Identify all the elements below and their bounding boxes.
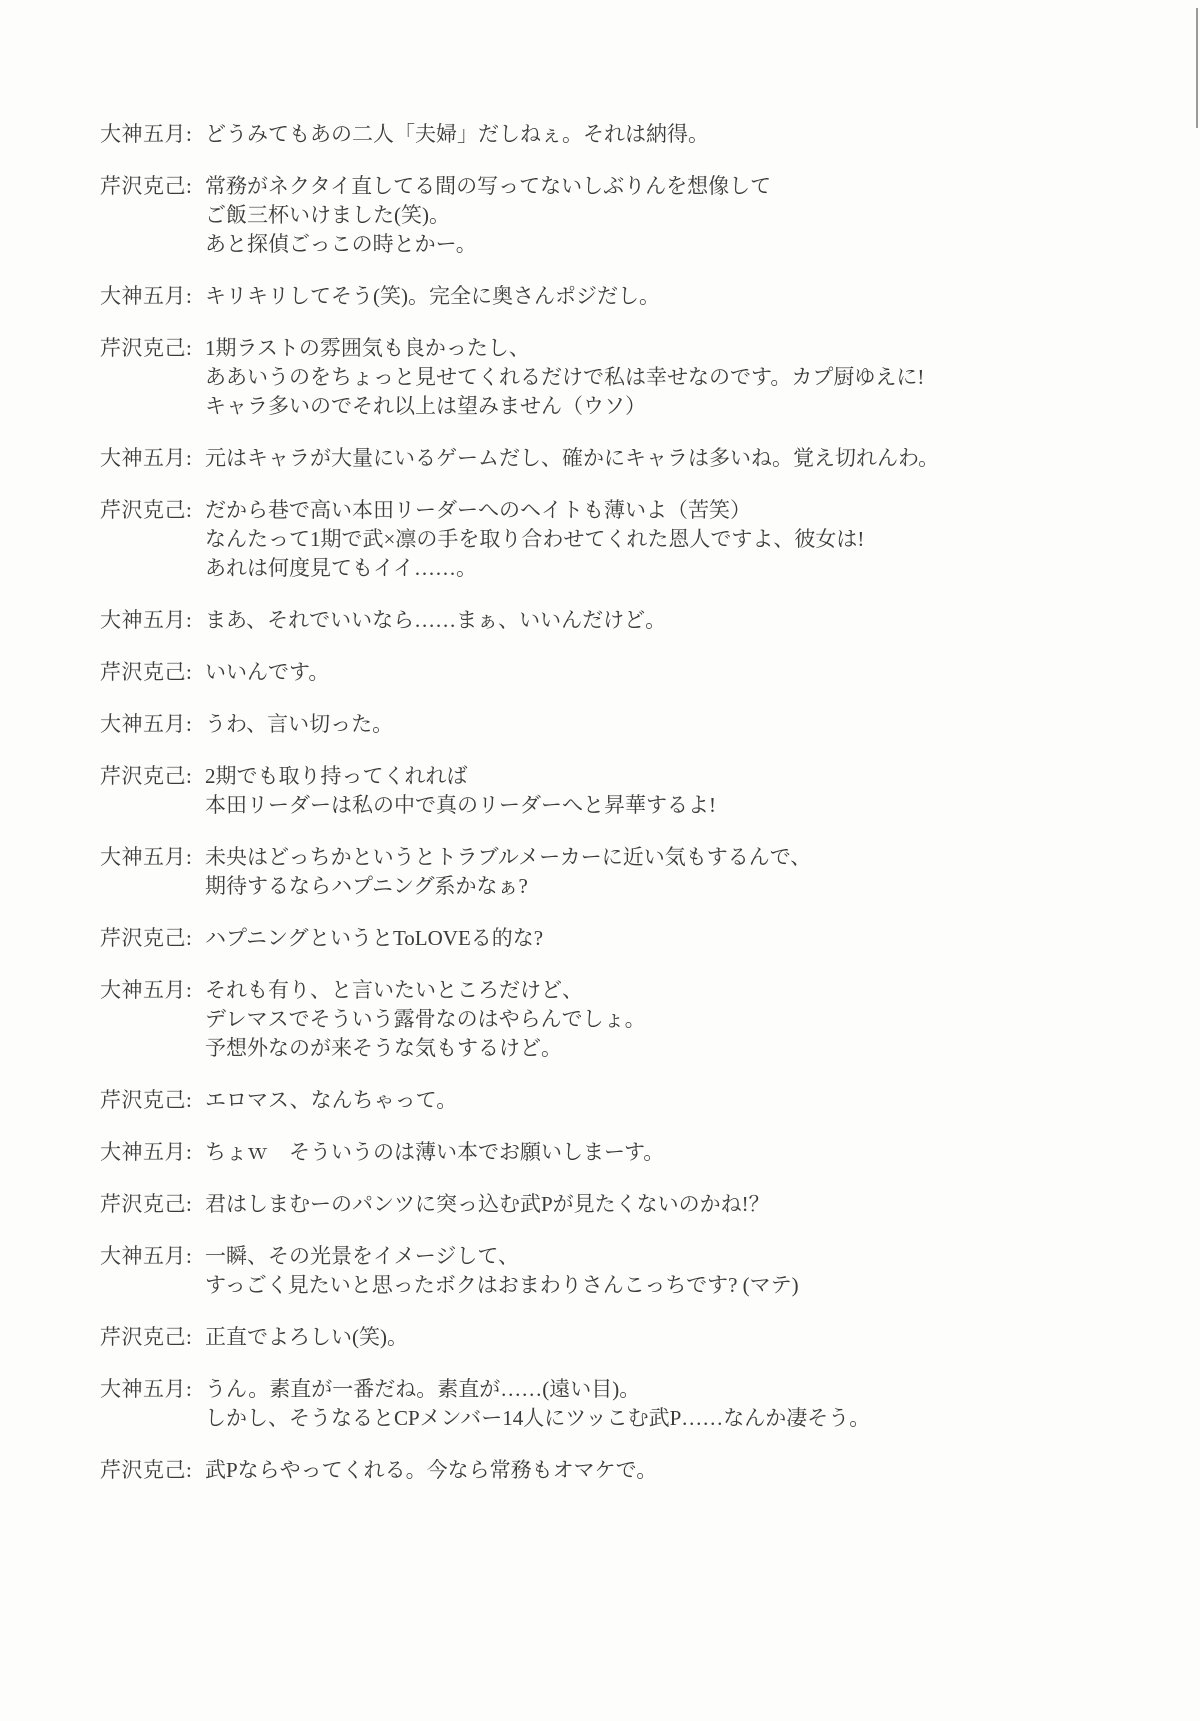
speaker-name: 芹沢克己:	[100, 660, 193, 684]
dialogue-entry	[100, 1323, 1110, 1352]
dialogue-entry	[100, 1456, 1110, 1485]
speaker-name: 芹沢克己:	[100, 764, 193, 788]
dialogue-entry	[100, 976, 1110, 1063]
dialogue-line: 正直でよろしい(笑)。	[205, 1325, 408, 1349]
dialogue-line: ハプニングというとToLOVEる的な?	[205, 926, 544, 950]
dialogue-entry	[100, 606, 1110, 635]
dialogue-line: ああいうのをちょっと見せてくれるだけで私は幸せなのです。カプ厨ゆえに!	[205, 365, 925, 389]
dialogue-entry	[100, 924, 1110, 953]
dialogue-line: しかし、そうなるとCPメンバー14人にツッこむ武P……なんか凄そう。	[205, 1406, 871, 1430]
scan-artifact-line	[1196, 8, 1198, 128]
dialogue-line: エロマス、なんちゃって。	[205, 1088, 458, 1112]
dialogue-entry	[100, 1138, 1110, 1167]
dialogue-line: 一瞬、その光景をイメージして、	[205, 1244, 519, 1268]
dialogue-text	[205, 1086, 1110, 1115]
dialogue-line: いいんです。	[205, 660, 330, 684]
speaker-name: 大神五月:	[100, 284, 193, 308]
dialogue-line: あと探偵ごっこの時とかー。	[205, 232, 477, 256]
dialogue-line: すっごく見たいと思ったボクはおまわりさんこっちです? (マテ)	[205, 1273, 799, 1297]
dialogue-text	[205, 924, 1110, 953]
dialogue-text	[205, 1456, 1110, 1485]
dialogue-entry	[100, 282, 1110, 311]
dialogue-entry	[100, 334, 1110, 421]
dialogue-list	[100, 120, 1110, 1508]
speaker-name: 大神五月:	[100, 1244, 193, 1268]
dialogue-text	[205, 282, 1110, 311]
dialogue-text	[205, 334, 1110, 421]
dialogue-entry	[100, 658, 1110, 687]
dialogue-text	[205, 120, 1110, 149]
dialogue-line: あれは何度見てもイイ……。	[205, 556, 477, 580]
dialogue-text	[205, 496, 1110, 583]
dialogue-entry	[100, 496, 1110, 583]
dialogue-line: 予想外なのが来そうな気もするけど。	[205, 1036, 562, 1060]
dialogue-entry	[100, 1086, 1110, 1115]
speaker-name: 大神五月:	[100, 446, 193, 470]
speaker-name: 芹沢克己:	[100, 1458, 193, 1482]
dialogue-text	[205, 606, 1110, 635]
speaker-name: 大神五月:	[100, 122, 193, 146]
dialogue-text	[205, 444, 1110, 473]
dialogue-entry	[100, 1242, 1110, 1300]
dialogue-line: キリキリしてそう(笑)。完全に奥さんポジだし。	[205, 284, 660, 308]
dialogue-entry	[100, 172, 1110, 259]
speaker-name: 大神五月:	[100, 845, 193, 869]
dialogue-line: キャラ多いのでそれ以上は望みません（ウソ）	[205, 394, 646, 418]
dialogue-text	[205, 843, 1110, 901]
dialogue-line: うわ、言い切った。	[205, 712, 394, 736]
dialogue-text	[205, 1138, 1110, 1167]
dialogue-entry	[100, 1375, 1110, 1433]
speaker-name: 大神五月:	[100, 1377, 193, 1401]
speaker-name: 芹沢克己:	[100, 1325, 193, 1349]
dialogue-line: 君はしまむーのパンツに突っ込む武Pが見たくないのかね!？	[205, 1192, 770, 1216]
dialogue-line: うん。素直が一番だね。素直が……(遠い目)。	[205, 1377, 641, 1401]
dialogue-text	[205, 710, 1110, 739]
speaker-name: 芹沢克己:	[100, 1192, 193, 1216]
dialogue-text	[205, 1375, 1110, 1433]
dialogue-line: なんたって1期で武×凛の手を取り合わせてくれた恩人ですよ、彼女は!	[205, 527, 865, 551]
speaker-name: 芹沢克己:	[100, 926, 193, 950]
dialogue-line: どうみてもあの二人「夫婦」だしねぇ。それは納得。	[205, 122, 709, 146]
speaker-name: 大神五月:	[100, 712, 193, 736]
speaker-name: 芹沢克己:	[100, 336, 193, 360]
dialogue-text	[205, 658, 1110, 687]
dialogue-line: まあ、それでいいなら……まぁ、いいんだけど。	[205, 608, 667, 632]
speaker-name: 大神五月:	[100, 978, 193, 1002]
speaker-name: 大神五月:	[100, 608, 193, 632]
dialogue-text	[205, 172, 1110, 259]
dialogue-line: 2期でも取り持ってくれれば	[205, 764, 468, 788]
dialogue-text	[205, 976, 1110, 1063]
dialogue-line: だから巷で高い本田リーダーへのヘイトも薄いよ（苦笑）	[205, 498, 751, 522]
dialogue-line: デレマスでそういう露骨なのはやらんでしょ。	[205, 1007, 646, 1031]
dialogue-line: それも有り、と言いたいところだけど、	[205, 978, 583, 1002]
dialogue-entry	[100, 120, 1110, 149]
speaker-name: 芹沢克己:	[100, 1088, 193, 1112]
dialogue-text	[205, 1323, 1110, 1352]
dialogue-line: 元はキャラが大量にいるゲームだし、確かにキャラは多いね。覚え切れんわ。	[205, 446, 940, 470]
dialogue-text	[205, 1190, 1110, 1219]
dialogue-line: 未央はどっちかというとトラブルメーカーに近い気もするんで、	[205, 845, 812, 869]
dialogue-line: 期待するならハプニング系かなぁ?	[205, 874, 528, 898]
dialogue-line: 常務がネクタイ直してる間の写ってないしぶりんを想像して	[205, 174, 772, 198]
dialogue-entry	[100, 1190, 1110, 1219]
dialogue-line: ご飯三杯いけました(笑)。	[205, 203, 450, 227]
dialogue-text	[205, 762, 1110, 820]
dialogue-line: ちょｗ そういうのは薄い本でお願いしまーす。	[205, 1140, 665, 1164]
dialogue-entry	[100, 843, 1110, 901]
dialogue-line: 武Pならやってくれる。今なら常務もオマケで。	[205, 1458, 658, 1482]
dialogue-text	[205, 1242, 1110, 1300]
speaker-name: 芹沢克己:	[100, 498, 193, 522]
dialogue-entry	[100, 444, 1110, 473]
dialogue-entry	[100, 762, 1110, 820]
speaker-name: 大神五月:	[100, 1140, 193, 1164]
dialogue-entry	[100, 710, 1110, 739]
dialogue-line: 1期ラストの雰囲気も良かったし、	[205, 336, 530, 360]
dialogue-line: 本田リーダーは私の中で真のリーダーへと昇華するよ!	[205, 793, 716, 817]
speaker-name: 芹沢克己:	[100, 174, 193, 198]
